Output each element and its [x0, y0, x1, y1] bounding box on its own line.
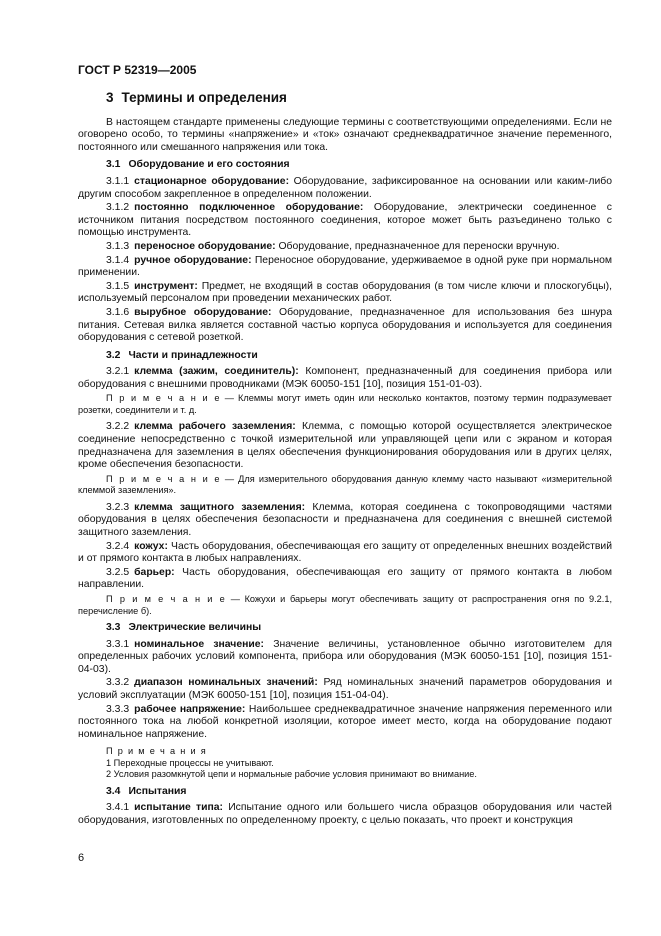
term-name: номинальное значение: [134, 638, 264, 650]
term-name: переносное оборудование: [134, 240, 276, 252]
note-label: П р и м е ч а н и е [106, 473, 221, 484]
term-definition: Ряд номинальных значений параметров оборудования и условий эксплуатации (МЭК 60050-151 [10], позиция 151-04-04). [78, 677, 612, 701]
term-entry: 3.1.6 вырубное оборудование: Оборудование, предназначенное для использования без шнура питания. Сетевая вилка является составной частью корпуса оборудования и используется для соединения оборудования с сетевой розеткой. [78, 306, 612, 344]
term-definition: Часть оборудования, обеспечивающая его защиту от прямого контакта в любом направлении. [78, 566, 612, 591]
term-definition: Компонент, предназначенный для соединения прибора или оборудования с внешними проводниками (МЭК 60050-151 [10], позиция 151-01-03). [78, 366, 612, 390]
term-entry: 3.1.5 инструмент: Предмет, не входящий в состав оборудования (в том числе ключи и плоскогубцы), используемый персоналом при проведении механических работ. [78, 280, 613, 305]
term-name: клемма (зажим, соединитель): [134, 366, 299, 378]
term-name: испытание типа: [134, 802, 223, 814]
subsection-title: 3.1 Оборудование и его состояния [106, 159, 290, 171]
note [78, 393, 612, 416]
section-title-text: Термины и определения [121, 90, 287, 105]
page-number: 6 [78, 852, 85, 864]
intro-paragraph: В настоящем стандарте применены следующие термины с соответствующими определениями. Если не оговорено особо, то термины «напряжение» и «ток» означают среднеквадратичное значение переменного, постоянного или смешанного напряжения или тока. [78, 116, 612, 153]
note-text: — Для измерительного оборудования данную клемму часто называют «измерительной клеммой заземления». [78, 473, 612, 496]
note [78, 474, 612, 497]
note-text: — Кожухи и барьеры могут обеспечивать защиту от распространения огня по 9.2.1, перечисление б). [78, 594, 612, 616]
note-text: — Клеммы могут иметь один или несколько контактов, поэтому термин подразумевает розетки, соединители и т. д. [78, 393, 612, 415]
term-entry: 3.2.3 клемма защитного заземления: Клемма, которая соединена с токопроводящими частями оборудования в целях обеспечения безопасности и предназначена для соединения с внешней системой защитного заземления. [78, 501, 612, 539]
term-definition: Оборудование, предназначенное для использования без шнура питания. Сетевая вилка является составной частью корпуса оборудования и используется для соединения оборудования с сетевой розеткой. [78, 306, 612, 344]
term-name: рабочее напряжение: [134, 703, 246, 715]
term-entry: 3.4.1 испытание типа: Испытание одного или большего числа образцов оборудования или частей оборудования, изготовленных по определенному проекту, с целью показать, что проект и конструкция [78, 802, 612, 827]
note-item: 1 Переходные процессы не учитывают. [106, 757, 274, 768]
note-label: П р и м е ч а н и е [106, 393, 221, 404]
term-entry: 3.1.2 постоянно подключенное оборудование: Оборудование, электрически соединенное с источником питания посредством постоянного соединения, которое может быть разъединено только с помощью инструмента. [78, 202, 612, 239]
term-definition: Клемма, с помощью которой осуществляется электрическое соединение непосредственно с точкой измерительной или управляющей цепи или с экраном и которая предназначена для заземления в целях обеспечения функционирования оборудования или в других целях, кроме обеспечения безопасности. [78, 421, 612, 471]
term-definition: Оборудование, электрически соединенное с источником питания посредством постоянного соединения, которое может быть разъединено только с помощью инструмента. [78, 202, 612, 239]
subsection-title: 3.3 Электрические величины [106, 622, 262, 633]
note-item: 2 Условия разомкнутой цепи и нормальные рабочие условия принимают во внимание. [106, 769, 477, 780]
term-entry: 3.2.2 клемма рабочего заземления: Клемма, с помощью которой осуществляется электрическое соединение непосредственно с точкой измерительной или управляющей цепи или с экраном и которая предназначена для заземления в целях обеспечения функционирования оборудования или в других целях, кроме обеспечения безопасности. [78, 421, 612, 471]
term-definition: Переносное оборудование, удерживаемое в одной руке при нормальном применении. [78, 254, 613, 279]
document-body [78, 92, 612, 829]
note-label: П р и м е ч а н и е [106, 594, 227, 604]
term-definition: Наибольшее среднеквадратичное значение напряжения переменного или постоянного тока на любой конкретной изоляции, которое имеет место, когда на оборудование подают номинальное напряжение. [78, 703, 613, 740]
term-entry: 3.3.2 диапазон номинальных значений: Ряд номинальных значений параметров оборудования и условий эксплуатации (МЭК 60050-151 [10], позиция 151-04-04). [78, 677, 612, 701]
document-header: ГОСТ Р 52319—2005 [78, 63, 197, 77]
term-entry: 3.1.4 ручное оборудование: Переносное оборудование, удерживаемое в одной руке при нормальном применении. [78, 254, 613, 279]
term-definition: Испытание одного или большего числа образцов оборудования или частей оборудования, изготовленных по определенному проекту, с целью показать, что проект и конструкция [78, 802, 612, 827]
subsection-title: 3.2 Части и принадлежности [106, 349, 258, 361]
term-name: инструмент: [134, 280, 198, 292]
term-entry: 3.3.3 рабочее напряжение: Наибольшее среднеквадратичное значение напряжения переменного или постоянного тока на любой конкретной изоляции, которое имеет место, когда на оборудование подают номинальное напряжение. [78, 703, 613, 740]
note [78, 594, 612, 617]
term-name: барьер: [134, 566, 175, 578]
term-name: ручное оборудование: [134, 254, 252, 266]
term-name: постоянно подключенное оборудование: [134, 202, 364, 214]
term-definition: Оборудование, предназначенное для переноски вручную. [278, 240, 560, 252]
notes-label: П р и м е ч а н и я [106, 746, 208, 757]
term-name: стационарное оборудование: [134, 175, 290, 187]
term-entry: 3.2.5 барьер: Часть оборудования, обеспечивающая его защиту от прямого контакта в любом направлении. [78, 566, 612, 591]
section-title [106, 92, 612, 105]
term-definition: Оборудование, зафиксированное на основании или каким-либо другим способом закрепленное в определенном положении. [78, 175, 612, 200]
term-definition: Предмет, не входящий в состав оборудования (в том числе ключи и плоскогубцы), используемый персоналом при проведении механических работ. [78, 280, 613, 305]
section-number: 3 [106, 90, 114, 105]
term-entry: 3.3.1 номинальное значение: Значение величины, установленное обычно изготовителем для определенных рабочих условий компонента, прибора или оборудования (МЭК 60050-151 [10], позиция 151-04-03). [78, 638, 612, 675]
term-entry: 3.2.1 клемма (зажим, соединитель): Компонент, предназначенный для соединения прибора или оборудования с внешними проводниками (МЭК 60050-151 [10], позиция 151-01-03). [78, 366, 612, 390]
term-name: кожух: [134, 540, 168, 552]
term-definition: Клемма, которая соединена с токопроводящими частями оборудования в целях обеспечения безопасности и предназначена для соединения с внешней системой защитного заземления. [78, 501, 612, 539]
term-name: клемма защитного заземления: [134, 501, 306, 513]
term-name: клемма рабочего заземления: [134, 421, 296, 433]
term-definition: Значение величины, установленное обычно изготовителем для определенных рабочих условий компонента, прибора или оборудования (МЭК 60050-151 [10], позиция 151-04-03). [78, 638, 612, 675]
term-definition: Часть оборудования, обеспечивающая его защиту от определенных внешних воздействий и от прямого контакта в любых направлениях. [78, 540, 613, 565]
term-name: диапазон номинальных значений: [134, 677, 318, 689]
notes-block [106, 746, 612, 781]
term-entry: 3.2.4 кожух: Часть оборудования, обеспечивающая его защиту от определенных внешних воздействий и от прямого контакта в любых направлениях. [78, 540, 613, 565]
term-entry: 3.1.1 стационарное оборудование: Оборудование, зафиксированное на основании или каким-либо другим способом закрепленное в определенном положении. [78, 175, 612, 200]
term-entry: 3.1.3 переносное оборудование: Оборудование, предназначенное для переноски вручную. [106, 240, 560, 252]
term-name: вырубное оборудование: [134, 306, 272, 318]
subsection-title: 3.4 Испытания [106, 785, 187, 797]
